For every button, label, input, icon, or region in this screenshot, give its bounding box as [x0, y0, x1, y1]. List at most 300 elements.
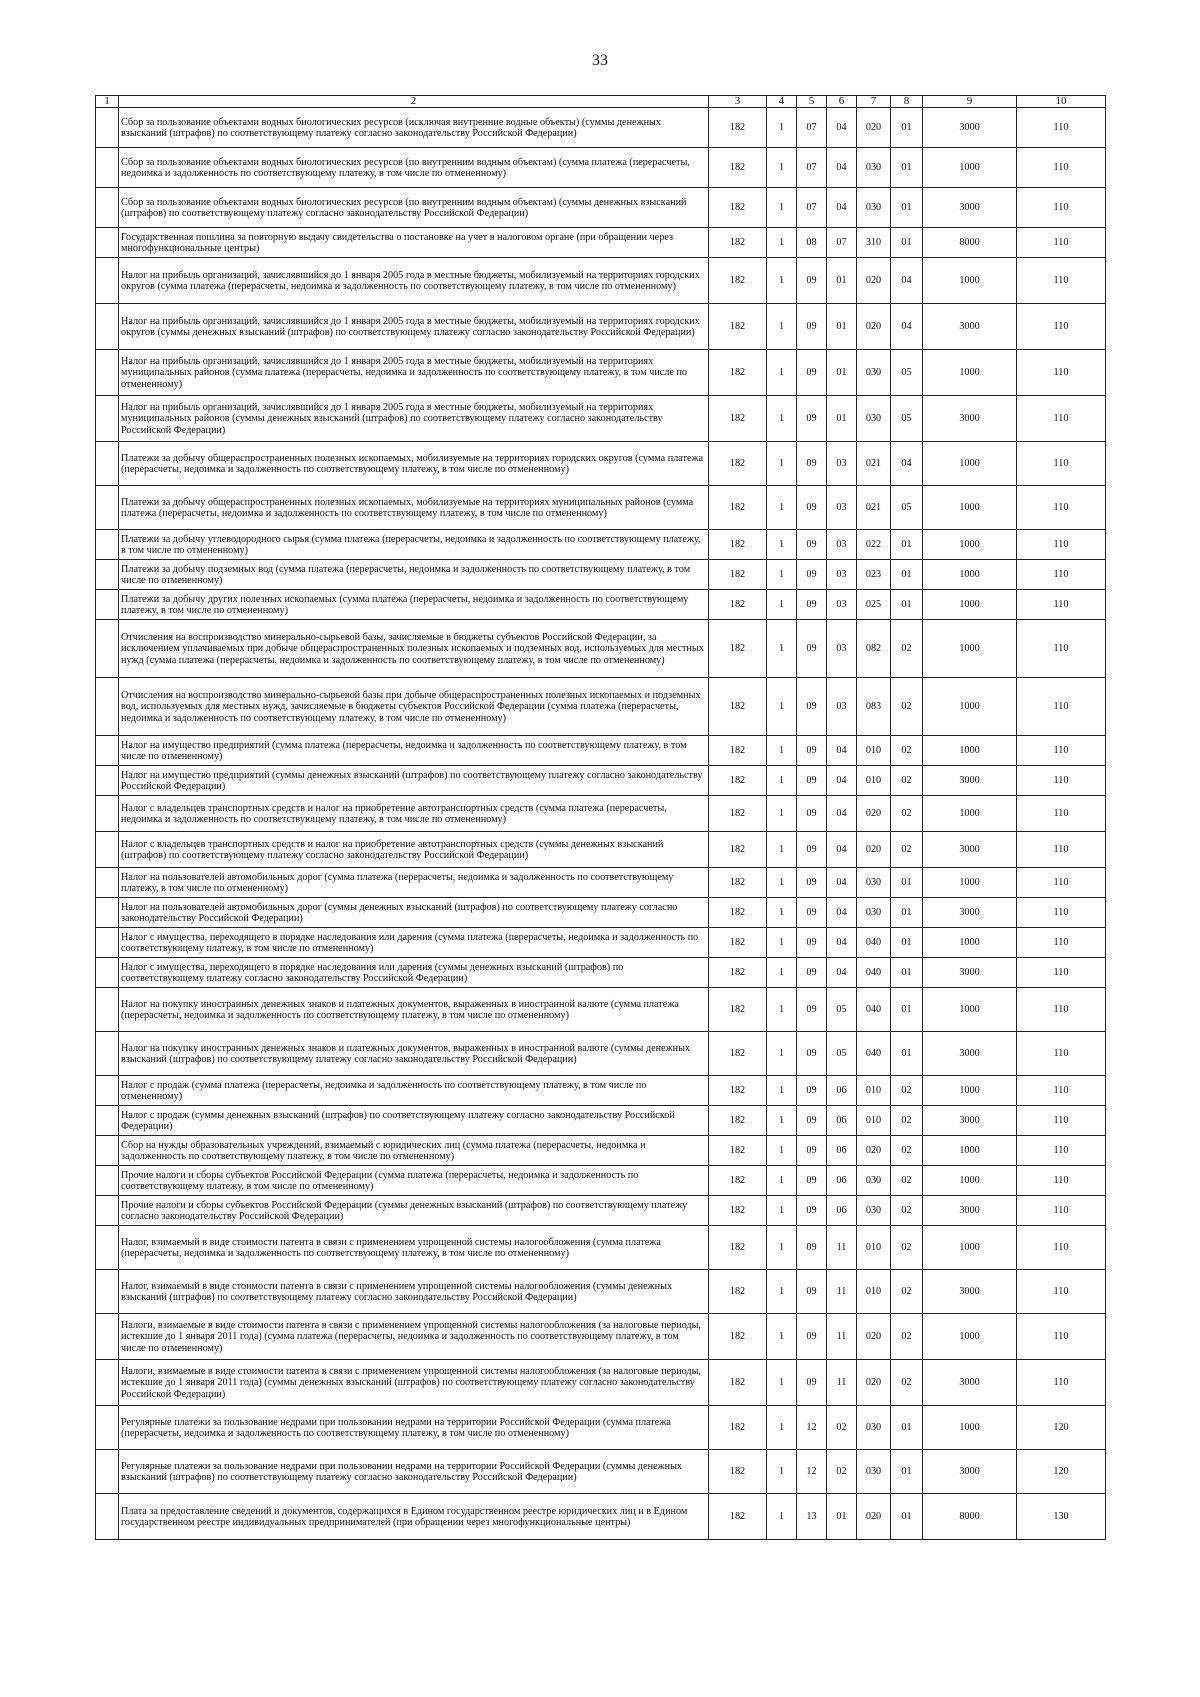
revenue-description: Налоги, взимаемые в виде стоимости патента в связи с применением упрощенной системы налогообложения (за налоговые периоды, истекшие до 1 января 2011 года) (суммы денежных взысканий (штрафов) по соответствующему платежу согласно законодательству Российской Федерации): [119, 1360, 709, 1406]
code-cell-c7: 030: [857, 148, 891, 188]
code-cell-c5: 09: [797, 958, 827, 988]
code-cell-c7: 020: [857, 258, 891, 304]
code-cell-c7: 030: [857, 868, 891, 898]
code-cell-c9: 3000: [923, 1032, 1017, 1076]
column-header: 4: [767, 96, 797, 108]
code-cell-c9: 1000: [923, 1226, 1017, 1270]
row-number-cell: [96, 560, 119, 590]
revenue-description: Прочие налоги и сборы субъектов Российской Федерации (сумма платежа (перерасчеты, недоимка и задолженность по соответствующему платежу, в том числе по отмененному): [119, 1166, 709, 1196]
code-cell-c8: 04: [891, 304, 923, 350]
code-cell-c10: 120: [1017, 1406, 1106, 1450]
code-cell-c5: 09: [797, 1032, 827, 1076]
code-cell-c10: 110: [1017, 1196, 1106, 1226]
code-cell-c8: 02: [891, 1076, 923, 1106]
revenue-description: Отчисления на воспроизводство минерально-сырьевой базы при добыче общераспространенных полезных ископаемых и подземных вод, используемых для местных нужд, зачисляемые в бюджеты субъектов Российской Федерации (сумма платежа (перерасчеты, недоимка и задолженность по соответствующему платежу, в том числе по отмененному): [119, 678, 709, 736]
code-cell-c7: 310: [857, 228, 891, 258]
code-cell-c3: 182: [709, 766, 767, 796]
code-cell-c9: 3000: [923, 898, 1017, 928]
table-row: [96, 1406, 1106, 1450]
revenue-description: Платежи за добычу подземных вод (сумма платежа (перерасчеты, недоимка и задолженность по соответствующему платежу, в том числе по отмененному): [119, 560, 709, 590]
table-row: [96, 1076, 1106, 1106]
row-number-cell: [96, 228, 119, 258]
row-number-cell: [96, 736, 119, 766]
code-cell-c5: 09: [797, 1196, 827, 1226]
code-cell-c7: 030: [857, 1166, 891, 1196]
code-cell-c10: 110: [1017, 620, 1106, 678]
code-cell-c8: 02: [891, 766, 923, 796]
column-header: 8: [891, 96, 923, 108]
revenue-description: Налог на покупку иностранных денежных знаков и платежных документов, выраженных в иностранной валюте (суммы денежных взысканий (штрафов) по соответствующему платежу согласно законодательству Российской Федерации): [119, 1032, 709, 1076]
row-number-cell: [96, 1270, 119, 1314]
code-cell-c10: 110: [1017, 108, 1106, 148]
code-cell-c8: 02: [891, 1166, 923, 1196]
code-cell-c7: 020: [857, 304, 891, 350]
code-cell-c9: 3000: [923, 1106, 1017, 1136]
code-cell-c5: 12: [797, 1450, 827, 1494]
code-cell-c7: 025: [857, 590, 891, 620]
code-cell-c6: 04: [827, 868, 857, 898]
code-cell-c8: 05: [891, 486, 923, 530]
code-cell-c9: 1000: [923, 736, 1017, 766]
code-cell-c8: 02: [891, 796, 923, 832]
revenue-description: Отчисления на воспроизводство минерально-сырьевой базы, зачисляемые в бюджеты субъектов Российской Федерации, за исключением уплачиваемых при добыче общераспространенных полезных ископаемых и подземных вод, используемых для местных нужд (сумма платежа (перерасчеты, недоимка и задолженность по соответствующему платежу, в том числе по отмененному): [119, 620, 709, 678]
code-cell-c6: 11: [827, 1360, 857, 1406]
code-cell-c5: 09: [797, 1106, 827, 1136]
code-cell-c3: 182: [709, 1494, 767, 1540]
code-cell-c5: 09: [797, 736, 827, 766]
code-cell-c7: 010: [857, 1076, 891, 1106]
code-cell-c9: 3000: [923, 396, 1017, 442]
code-cell-c4: 1: [767, 1226, 797, 1270]
code-cell-c6: 04: [827, 108, 857, 148]
table-row: [96, 796, 1106, 832]
code-cell-c9: 3000: [923, 304, 1017, 350]
row-number-cell: [96, 350, 119, 396]
row-number-cell: [96, 928, 119, 958]
code-cell-c4: 1: [767, 832, 797, 868]
code-cell-c10: 110: [1017, 766, 1106, 796]
code-cell-c10: 110: [1017, 148, 1106, 188]
code-cell-c6: 11: [827, 1226, 857, 1270]
row-number-cell: [96, 766, 119, 796]
table-row: [96, 620, 1106, 678]
code-cell-c5: 09: [797, 988, 827, 1032]
row-number-cell: [96, 868, 119, 898]
code-cell-c4: 1: [767, 1360, 797, 1406]
code-cell-c3: 182: [709, 736, 767, 766]
code-cell-c5: 09: [797, 898, 827, 928]
code-cell-c7: 021: [857, 442, 891, 486]
code-cell-c5: 09: [797, 304, 827, 350]
table-row: [96, 988, 1106, 1032]
code-cell-c9: 1000: [923, 868, 1017, 898]
code-cell-c3: 182: [709, 486, 767, 530]
table-row: [96, 1106, 1106, 1136]
revenue-description: Налог, взимаемый в виде стоимости патента в связи с применением упрощенной системы налогообложения (суммы денежных взысканий (штрафов) по соответствующему платежу согласно законодательству Российской Федерации): [119, 1270, 709, 1314]
code-cell-c5: 13: [797, 1494, 827, 1540]
table-row: [96, 868, 1106, 898]
code-cell-c3: 182: [709, 1136, 767, 1166]
code-cell-c6: 11: [827, 1314, 857, 1360]
code-cell-c7: 040: [857, 958, 891, 988]
code-cell-c7: 020: [857, 108, 891, 148]
code-cell-c9: 1000: [923, 148, 1017, 188]
code-cell-c5: 09: [797, 868, 827, 898]
code-cell-c9: 3000: [923, 108, 1017, 148]
code-cell-c10: 110: [1017, 1076, 1106, 1106]
code-cell-c5: 09: [797, 620, 827, 678]
code-cell-c7: 020: [857, 1136, 891, 1166]
table-row: [96, 350, 1106, 396]
code-cell-c7: 082: [857, 620, 891, 678]
code-cell-c4: 1: [767, 228, 797, 258]
table-row: [96, 108, 1106, 148]
code-cell-c8: 01: [891, 868, 923, 898]
code-cell-c9: 1000: [923, 1406, 1017, 1450]
row-number-cell: [96, 396, 119, 442]
revenue-description: Платежи за добычу других полезных ископаемых (сумма платежа (перерасчеты, недоимка и задолженность по соответствующему платежу, в том числе по отмененному): [119, 590, 709, 620]
code-cell-c6: 04: [827, 898, 857, 928]
code-cell-c10: 110: [1017, 1166, 1106, 1196]
code-cell-c6: 01: [827, 350, 857, 396]
code-cell-c8: 01: [891, 530, 923, 560]
code-cell-c4: 1: [767, 868, 797, 898]
code-cell-c9: 3000: [923, 958, 1017, 988]
code-cell-c7: 030: [857, 1406, 891, 1450]
row-number-cell: [96, 1032, 119, 1076]
code-cell-c9: 3000: [923, 1360, 1017, 1406]
code-cell-c5: 09: [797, 442, 827, 486]
code-cell-c8: 01: [891, 958, 923, 988]
code-cell-c8: 02: [891, 1136, 923, 1166]
revenue-description: Налог с продаж (сумма платежа (перерасчеты, недоимка и задолженность по соответствующему платежу, в том числе по отмененному): [119, 1076, 709, 1106]
code-cell-c10: 110: [1017, 1314, 1106, 1360]
column-number-row: [96, 96, 1106, 108]
code-cell-c3: 182: [709, 928, 767, 958]
table-row: [96, 898, 1106, 928]
code-cell-c4: 1: [767, 108, 797, 148]
code-cell-c6: 04: [827, 928, 857, 958]
code-cell-c3: 182: [709, 1032, 767, 1076]
row-number-cell: [96, 590, 119, 620]
code-cell-c6: 06: [827, 1136, 857, 1166]
row-number-cell: [96, 958, 119, 988]
code-cell-c6: 11: [827, 1270, 857, 1314]
code-cell-c9: 1000: [923, 1076, 1017, 1106]
table-row: [96, 188, 1106, 228]
code-cell-c5: 09: [797, 560, 827, 590]
code-cell-c9: 8000: [923, 1494, 1017, 1540]
code-cell-c4: 1: [767, 1196, 797, 1226]
code-cell-c10: 110: [1017, 590, 1106, 620]
revenue-description: Налоги, взимаемые в виде стоимости патента в связи с применением упрощенной системы налогообложения (за налоговые периоды, истекшие до 1 января 2011 года) (сумма платежа (перерасчеты, недоимка и задолженность по соответствующему платежу, в том числе по отмененному): [119, 1314, 709, 1360]
row-number-cell: [96, 1314, 119, 1360]
code-cell-c4: 1: [767, 898, 797, 928]
table-row: [96, 530, 1106, 560]
code-cell-c5: 12: [797, 1406, 827, 1450]
code-cell-c9: 1000: [923, 928, 1017, 958]
row-number-cell: [96, 148, 119, 188]
code-cell-c3: 182: [709, 442, 767, 486]
code-cell-c6: 02: [827, 1406, 857, 1450]
code-cell-c4: 1: [767, 560, 797, 590]
revenue-description: Сбор на нужды образовательных учреждений, взимаемый с юридических лиц (сумма платежа (перерасчеты, недоимка и задолженность по соответствующему платежу, в том числе по отмененному): [119, 1136, 709, 1166]
revenue-description: Плата за предоставление сведений и документов, содержащихся в Едином государственном реестре юридических лиц и в Едином государственном реестре индивидуальных предпринимателей (при обращении через многофункциональные центры): [119, 1494, 709, 1540]
code-cell-c4: 1: [767, 1270, 797, 1314]
code-cell-c9: 1000: [923, 1314, 1017, 1360]
code-cell-c5: 09: [797, 928, 827, 958]
code-cell-c7: 010: [857, 1106, 891, 1136]
code-cell-c8: 02: [891, 1226, 923, 1270]
code-cell-c5: 07: [797, 188, 827, 228]
code-cell-c4: 1: [767, 396, 797, 442]
table-row: [96, 486, 1106, 530]
code-cell-c10: 110: [1017, 868, 1106, 898]
revenue-description: Налог с имущества, переходящего в порядке наследования или дарения (суммы денежных взысканий (штрафов) по соответствующему платежу согласно законодательству Российской Федерации): [119, 958, 709, 988]
code-cell-c10: 110: [1017, 736, 1106, 766]
revenue-description: Налог с продаж (суммы денежных взысканий (штрафов) по соответствующему платежу согласно законодательству Российской Федерации): [119, 1106, 709, 1136]
table-row: [96, 1270, 1106, 1314]
code-cell-c4: 1: [767, 148, 797, 188]
code-cell-c9: 3000: [923, 188, 1017, 228]
code-cell-c3: 182: [709, 188, 767, 228]
code-cell-c3: 182: [709, 1450, 767, 1494]
code-cell-c5: 09: [797, 796, 827, 832]
code-cell-c9: 1000: [923, 1166, 1017, 1196]
row-number-cell: [96, 898, 119, 928]
code-cell-c6: 06: [827, 1076, 857, 1106]
revenue-description: Налог на прибыль организаций, зачислявшийся до 1 января 2005 года в местные бюджеты, мобилизуемый на территориях муниципальных районов (сумма платежа (перерасчеты, недоимка и задолженность по соответствующему платежу, в том числе по отмененному): [119, 350, 709, 396]
code-cell-c6: 01: [827, 396, 857, 442]
code-cell-c6: 05: [827, 1032, 857, 1076]
code-cell-c6: 04: [827, 796, 857, 832]
code-cell-c9: 1000: [923, 560, 1017, 590]
row-number-cell: [96, 1494, 119, 1540]
column-header: 2: [119, 96, 709, 108]
code-cell-c9: 3000: [923, 1270, 1017, 1314]
code-cell-c3: 182: [709, 796, 767, 832]
code-cell-c9: 1000: [923, 620, 1017, 678]
code-cell-c10: 110: [1017, 188, 1106, 228]
code-cell-c4: 1: [767, 1032, 797, 1076]
table-row: [96, 958, 1106, 988]
code-cell-c3: 182: [709, 350, 767, 396]
table-row: [96, 258, 1106, 304]
code-cell-c8: 05: [891, 350, 923, 396]
code-cell-c7: 040: [857, 988, 891, 1032]
row-number-cell: [96, 1226, 119, 1270]
code-cell-c8: 04: [891, 442, 923, 486]
code-cell-c3: 182: [709, 988, 767, 1032]
revenue-description: Платежи за добычу общераспространенных полезных ископаемых, мобилизуемые на территориях городских округов (сумма платежа (перерасчеты, недоимка и задолженность по соответствующему платежу, в том числе по отмененному): [119, 442, 709, 486]
row-number-cell: [96, 304, 119, 350]
code-cell-c6: 03: [827, 678, 857, 736]
code-cell-c6: 03: [827, 530, 857, 560]
code-cell-c7: 030: [857, 898, 891, 928]
code-cell-c9: 1000: [923, 350, 1017, 396]
code-cell-c6: 03: [827, 486, 857, 530]
table-row: [96, 1166, 1106, 1196]
revenue-classification-table: [95, 95, 1106, 1540]
revenue-description: Налог на прибыль организаций, зачислявшийся до 1 января 2005 года в местные бюджеты, мобилизуемый на территориях муниципальных районов (суммы денежных взысканий (штрафов) по соответствующему платежу согласно законодательству Российской Федерации): [119, 396, 709, 442]
revenue-description: Прочие налоги и сборы субъектов Российской Федерации (суммы денежных взысканий (штрафов) по соответствующему платежу согласно законодательству Российской Федерации): [119, 1196, 709, 1226]
revenue-description: Налог на покупку иностранных денежных знаков и платежных документов, выраженных в иностранной валюте (сумма платежа (перерасчеты, недоимка и задолженность по соответствующему платежу, в том числе по отмененному): [119, 988, 709, 1032]
revenue-description: Налог на пользователей автомобильных дорог (суммы денежных взысканий (штрафов) по соответствующему платежу согласно законодательству Российской Федерации): [119, 898, 709, 928]
code-cell-c9: 3000: [923, 1450, 1017, 1494]
code-cell-c6: 04: [827, 188, 857, 228]
row-number-cell: [96, 188, 119, 228]
code-cell-c10: 110: [1017, 228, 1106, 258]
code-cell-c5: 09: [797, 1360, 827, 1406]
revenue-description: Налог на имущество предприятий (сумма платежа (перерасчеты, недоимка и задолженность по соответствующему платежу, в том числе по отмененному): [119, 736, 709, 766]
code-cell-c8: 01: [891, 108, 923, 148]
code-cell-c4: 1: [767, 1166, 797, 1196]
code-cell-c10: 110: [1017, 928, 1106, 958]
code-cell-c4: 1: [767, 350, 797, 396]
code-cell-c6: 02: [827, 1450, 857, 1494]
code-cell-c10: 110: [1017, 678, 1106, 736]
code-cell-c8: 02: [891, 832, 923, 868]
code-cell-c5: 09: [797, 258, 827, 304]
revenue-description: Налог на имущество предприятий (суммы денежных взысканий (штрафов) по соответствующему платежу согласно законодательству Российской Федерации): [119, 766, 709, 796]
code-cell-c4: 1: [767, 928, 797, 958]
code-cell-c8: 01: [891, 988, 923, 1032]
revenue-description: Налог на пользователей автомобильных дорог (сумма платежа (перерасчеты, недоимка и задолженность по соответствующему платежу, в том числе по отмененному): [119, 868, 709, 898]
code-cell-c3: 182: [709, 678, 767, 736]
code-cell-c3: 182: [709, 258, 767, 304]
code-cell-c8: 01: [891, 590, 923, 620]
table-row: [96, 1136, 1106, 1166]
code-cell-c7: 010: [857, 1270, 891, 1314]
row-number-cell: [96, 1166, 119, 1196]
row-number-cell: [96, 486, 119, 530]
row-number-cell: [96, 1136, 119, 1166]
code-cell-c10: 110: [1017, 958, 1106, 988]
table-row: [96, 304, 1106, 350]
code-cell-c8: 02: [891, 1270, 923, 1314]
code-cell-c4: 1: [767, 188, 797, 228]
code-cell-c4: 1: [767, 796, 797, 832]
row-number-cell: [96, 988, 119, 1032]
code-cell-c7: 020: [857, 832, 891, 868]
code-cell-c5: 09: [797, 396, 827, 442]
code-cell-c8: 01: [891, 1406, 923, 1450]
code-cell-c10: 110: [1017, 1106, 1106, 1136]
code-cell-c9: 3000: [923, 766, 1017, 796]
code-cell-c3: 182: [709, 590, 767, 620]
code-cell-c7: 030: [857, 188, 891, 228]
code-cell-c6: 03: [827, 560, 857, 590]
code-cell-c7: 083: [857, 678, 891, 736]
code-cell-c9: 8000: [923, 228, 1017, 258]
row-number-cell: [96, 678, 119, 736]
code-cell-c6: 06: [827, 1166, 857, 1196]
row-number-cell: [96, 620, 119, 678]
code-cell-c3: 182: [709, 304, 767, 350]
code-cell-c8: 02: [891, 1196, 923, 1226]
code-cell-c3: 182: [709, 1270, 767, 1314]
table-row: [96, 1450, 1106, 1494]
code-cell-c8: 02: [891, 678, 923, 736]
code-cell-c4: 1: [767, 1450, 797, 1494]
column-header: 10: [1017, 96, 1106, 108]
code-cell-c5: 09: [797, 1136, 827, 1166]
code-cell-c5: 09: [797, 1270, 827, 1314]
code-cell-c10: 110: [1017, 832, 1106, 868]
table-row: [96, 1360, 1106, 1406]
code-cell-c9: 1000: [923, 1136, 1017, 1166]
revenue-description: Регулярные платежи за пользование недрами при пользовании недрами на территории Российской Федерации (суммы денежных взысканий (штрафов) по соответствующему платежу согласно законодательству Российской Федерации): [119, 1450, 709, 1494]
table-row: [96, 832, 1106, 868]
code-cell-c8: 05: [891, 396, 923, 442]
code-cell-c10: 110: [1017, 258, 1106, 304]
code-cell-c6: 03: [827, 620, 857, 678]
code-cell-c9: 1000: [923, 988, 1017, 1032]
code-cell-c7: 010: [857, 766, 891, 796]
code-cell-c10: 110: [1017, 898, 1106, 928]
code-cell-c9: 3000: [923, 1196, 1017, 1226]
code-cell-c3: 182: [709, 898, 767, 928]
code-cell-c7: 022: [857, 530, 891, 560]
code-cell-c10: 110: [1017, 988, 1106, 1032]
code-cell-c4: 1: [767, 620, 797, 678]
code-cell-c10: 110: [1017, 530, 1106, 560]
code-cell-c5: 09: [797, 1226, 827, 1270]
table-row: [96, 1314, 1106, 1360]
code-cell-c6: 01: [827, 1494, 857, 1540]
table-row: [96, 928, 1106, 958]
code-cell-c4: 1: [767, 258, 797, 304]
code-cell-c3: 182: [709, 1166, 767, 1196]
code-cell-c7: 040: [857, 1032, 891, 1076]
code-cell-c8: 01: [891, 560, 923, 590]
code-cell-c6: 07: [827, 228, 857, 258]
code-cell-c8: 01: [891, 228, 923, 258]
code-cell-c9: 1000: [923, 796, 1017, 832]
code-cell-c5: 07: [797, 148, 827, 188]
code-cell-c5: 09: [797, 590, 827, 620]
code-cell-c5: 09: [797, 350, 827, 396]
code-cell-c4: 1: [767, 1136, 797, 1166]
code-cell-c3: 182: [709, 396, 767, 442]
revenue-description: Налог, взимаемый в виде стоимости патента в связи с применением упрощенной системы налогообложения (сумма платежа (перерасчеты, недоимка и задолженность по соответствующему платежу, в том числе по отмененному): [119, 1226, 709, 1270]
table-row: [96, 148, 1106, 188]
code-cell-c3: 182: [709, 1314, 767, 1360]
revenue-description: Налог с владельцев транспортных средств и налог на приобретение автотранспортных средств (сумма платежа (перерасчеты, недоимка и задолженность по соответствующему платежу, в том числе по отмененному): [119, 796, 709, 832]
table-row: [96, 1494, 1106, 1540]
code-cell-c6: 06: [827, 1106, 857, 1136]
code-cell-c4: 1: [767, 1314, 797, 1360]
code-cell-c3: 182: [709, 108, 767, 148]
row-number-cell: [96, 796, 119, 832]
code-cell-c4: 1: [767, 486, 797, 530]
code-cell-c6: 05: [827, 988, 857, 1032]
code-cell-c3: 182: [709, 560, 767, 590]
column-header: 1: [96, 96, 119, 108]
column-header: 7: [857, 96, 891, 108]
code-cell-c3: 182: [709, 1360, 767, 1406]
code-cell-c10: 110: [1017, 442, 1106, 486]
revenue-description: Регулярные платежи за пользование недрами при пользовании недрами на территории Российской Федерации (сумма платежа (перерасчеты, недоимка и задолженность по соответствующему платежу, в том числе по отмененному): [119, 1406, 709, 1450]
revenue-description: Сбор за пользование объектами водных биологических ресурсов (по внутренним водным объектам) (сумма платежа (перерасчеты, недоимка и задолженность по соответствующему платежу, в том числе по отмененному): [119, 148, 709, 188]
code-cell-c10: 110: [1017, 396, 1106, 442]
revenue-description: Платежи за добычу общераспространенных полезных ископаемых, мобилизуемые на территориях муниципальных районов (сумма платежа (перерасчеты, недоимка и задолженность по соответствующему платежу, в том числе по отмененному): [119, 486, 709, 530]
code-cell-c4: 1: [767, 1076, 797, 1106]
column-header: 6: [827, 96, 857, 108]
code-cell-c6: 04: [827, 148, 857, 188]
code-cell-c9: 3000: [923, 832, 1017, 868]
code-cell-c3: 182: [709, 1406, 767, 1450]
